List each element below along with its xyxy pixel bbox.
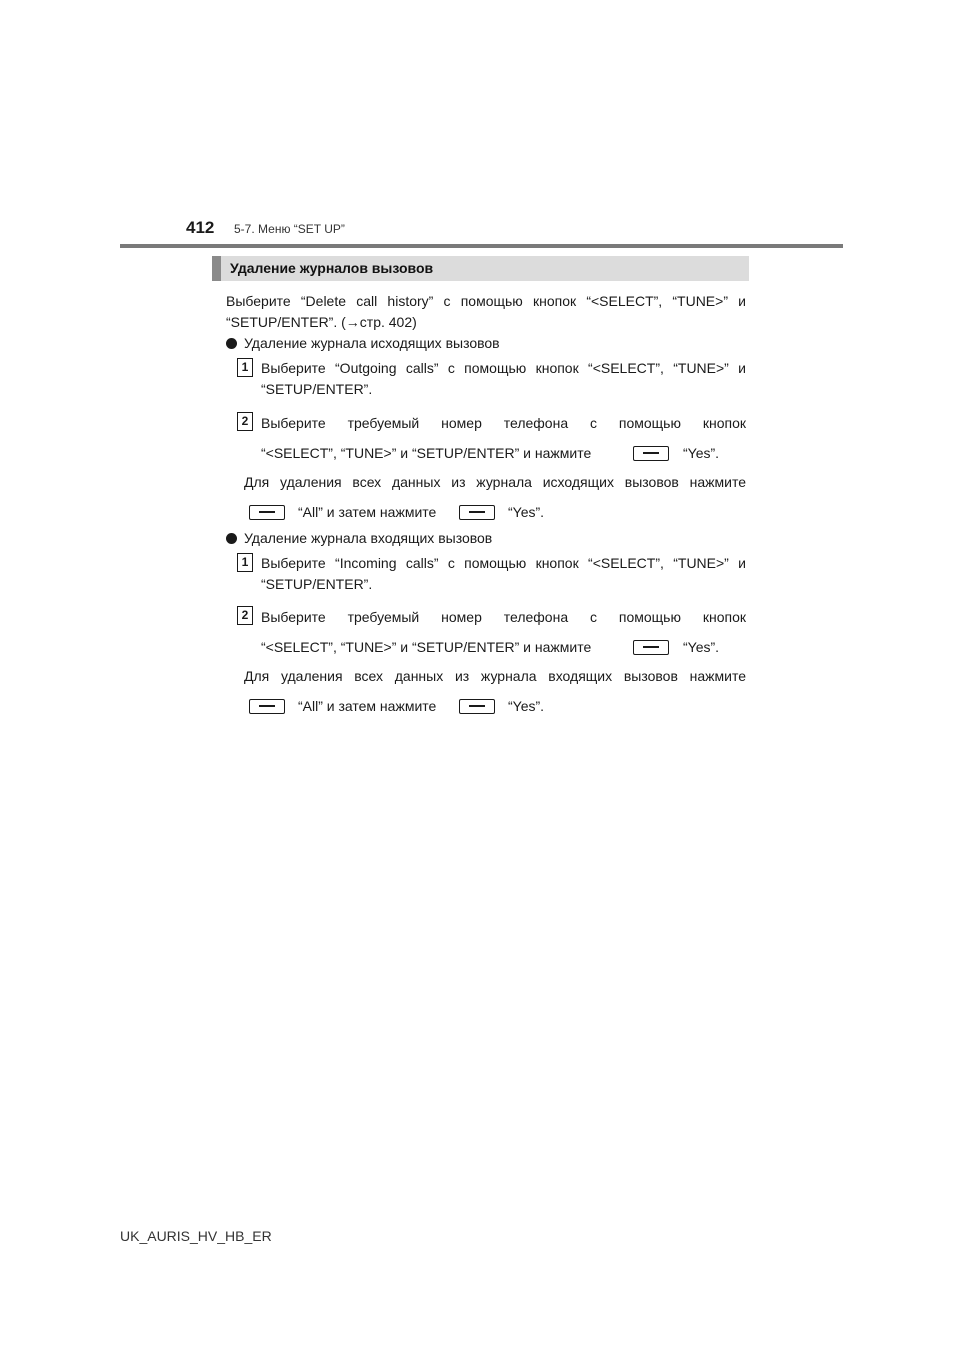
- step-number-badge: 2: [237, 412, 253, 431]
- incoming-heading: Удаление журнала входящих вызовов: [244, 530, 493, 546]
- incoming-note-line-1: Для удаления всех данных из журнала входящих вызовов нажмите: [244, 668, 746, 684]
- steering-switch-icon: [633, 640, 669, 655]
- document-code: UK_AURIS_HV_HB_ER: [120, 1228, 272, 1244]
- outgoing-step1-line-2: “SETUP/ENTER”.: [261, 381, 373, 397]
- incoming-note-yes: “Yes”.: [508, 698, 545, 714]
- step-number-badge: 1: [237, 358, 253, 377]
- incoming-step2-line-2: “<SELECT”, “TUNE>” и “SETUP/ENTER” и нажмите: [261, 639, 592, 655]
- section-title-bar: [212, 256, 749, 281]
- outgoing-note-all: “All” и затем нажмите: [298, 504, 437, 520]
- outgoing-step1-line-1: Выберите “Outgoing calls” с помощью кнопок “<SELECT”, “TUNE>” и: [261, 360, 746, 376]
- step-number-badge: 2: [237, 606, 253, 625]
- incoming-step1-line-2: “SETUP/ENTER”.: [261, 576, 373, 592]
- bullet-icon: [226, 338, 237, 349]
- steering-switch-icon: [633, 446, 669, 461]
- header-divider: [120, 244, 843, 248]
- step-number-badge: 1: [237, 553, 253, 572]
- steering-switch-icon: [249, 505, 285, 520]
- steering-switch-icon: [249, 699, 285, 714]
- outgoing-note-yes: “Yes”.: [508, 504, 545, 520]
- outgoing-step2-line-1: Выберите требуемый номер телефона с помощью кнопок: [261, 415, 746, 431]
- page-number: 412: [186, 218, 215, 237]
- outgoing-step2-yes: “Yes”.: [683, 445, 720, 461]
- section-reference: 5-7. Меню “SET UP”: [234, 222, 345, 236]
- outgoing-heading: Удаление журнала исходящих вызовов: [244, 335, 500, 351]
- outgoing-step2-line-2: “<SELECT”, “TUNE>” и “SETUP/ENTER” и нажмите: [261, 445, 592, 461]
- incoming-step1-line-1: Выберите “Incoming calls” с помощью кнопок “<SELECT”, “TUNE>” и: [261, 555, 746, 571]
- incoming-step2-yes: “Yes”.: [683, 639, 720, 655]
- steering-switch-icon: [459, 699, 495, 714]
- incoming-note-all: “All” и затем нажмите: [298, 698, 437, 714]
- bullet-icon: [226, 533, 237, 544]
- intro-line-2: “SETUP/ENTER”. (→стр. 402): [226, 314, 417, 330]
- section-title: Удаление журналов вызовов: [230, 260, 434, 276]
- incoming-step2-line-1: Выберите требуемый номер телефона с помощью кнопок: [261, 609, 746, 625]
- intro-line-1: Выберите “Delete call history” с помощью кнопок “<SELECT”, “TUNE>” и: [226, 293, 746, 309]
- steering-switch-icon: [459, 505, 495, 520]
- outgoing-note-line-1: Для удаления всех данных из журнала исходящих вызовов нажмите: [244, 474, 746, 490]
